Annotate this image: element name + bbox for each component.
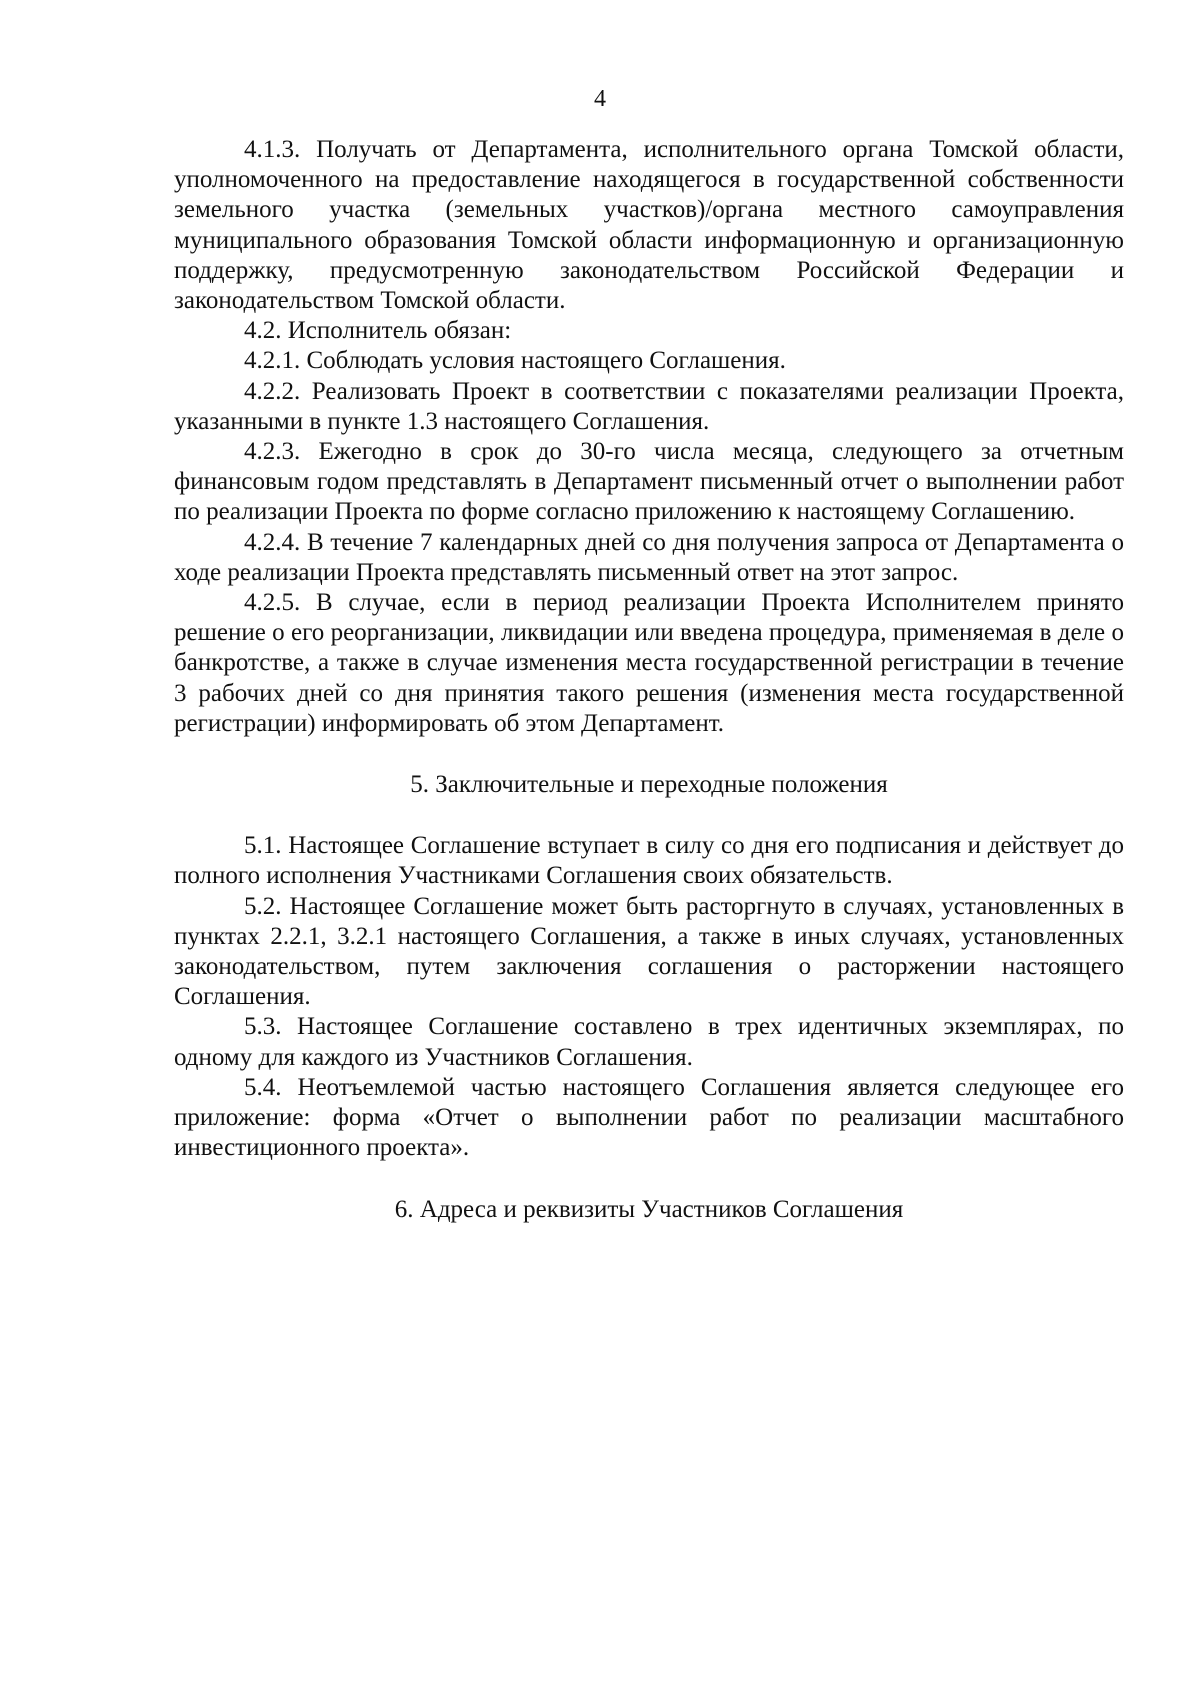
paragraph-5-2: 5.2. Настоящее Соглашение может быть расторгнуто в случаях, установленных в пунктах 2.2.1, 3.2.1 настоящего Соглашения, а также в иных случаях, установленных законодательством, путем заключения соглашения о расторжении настоящего Соглашения. — [174, 892, 1124, 1011]
paragraph-4-2-1: 4.2.1. Соблюдать условия настоящего Соглашения. — [244, 347, 786, 375]
document-body — [174, 135, 1124, 1225]
paragraph-4-2-4: 4.2.4. В течение 7 календарных дней со дня получения запроса от Департамента о ходе реализации Проекта представлять письменный ответ на этот запрос. — [174, 528, 1124, 586]
paragraph-5-4: 5.4. Неотъемлемой частью настоящего Соглашения является следующее его приложение: форма «Отчет о выполнении работ по реализации масштабного инвестиционного проекта». — [174, 1073, 1124, 1162]
paragraph-4-2: 4.2. Исполнитель обязан: — [244, 317, 512, 345]
paragraph-5-3: 5.3. Настоящее Соглашение составлено в трех идентичных экземплярах, по одному для каждого из Участников Соглашения. — [174, 1013, 1124, 1071]
paragraph-4-2-2: 4.2.2. Реализовать Проект в соответствии с показателями реализации Проекта, указанными в пункте 1.3 настоящего Соглашения. — [174, 377, 1124, 435]
paragraph-5-1: 5.1. Настоящее Соглашение вступает в силу со дня его подписания и действует до полного исполнения Участниками Соглашения своих обязательств. — [174, 832, 1124, 890]
paragraph-4-2-5: 4.2.5. В случае, если в период реализации Проекта Исполнителем принято решение о его реорганизации, ликвидации или введена процедура, применяемая в деле о банкротстве, а также в случае изменения места государственной регистрации в течение 3 рабочих дней со дня принятия такого решения (изменения места государственной регистрации) информировать об этом Департамент. — [174, 589, 1124, 737]
paragraph-4-1-3: 4.1.3. Получать от Департамента, исполнительного органа Томской области, уполномоченного на предоставление находящегося в государственной собственности земельного участка (земельных участков)/органа местного самоуправления муниципального образования Томской области информационную и организационную поддержку, предусмотренную законодательством Российской Федерации и законодательством Томской области. — [174, 136, 1124, 315]
section-5-title: 5. Заключительные и переходные положения — [410, 771, 888, 799]
section-6-title: 6. Адреса и реквизиты Участников Соглашения — [394, 1195, 904, 1223]
paragraph-4-2-3: 4.2.3. Ежегодно в срок до 30-го числа месяца, следующего за отчетным финансовым годом представлять в Департамент письменный отчет о выполнении работ по реализации Проекта по форме согласно приложению к настоящему Соглашению. — [174, 438, 1124, 526]
page-number: 4 — [594, 86, 606, 112]
